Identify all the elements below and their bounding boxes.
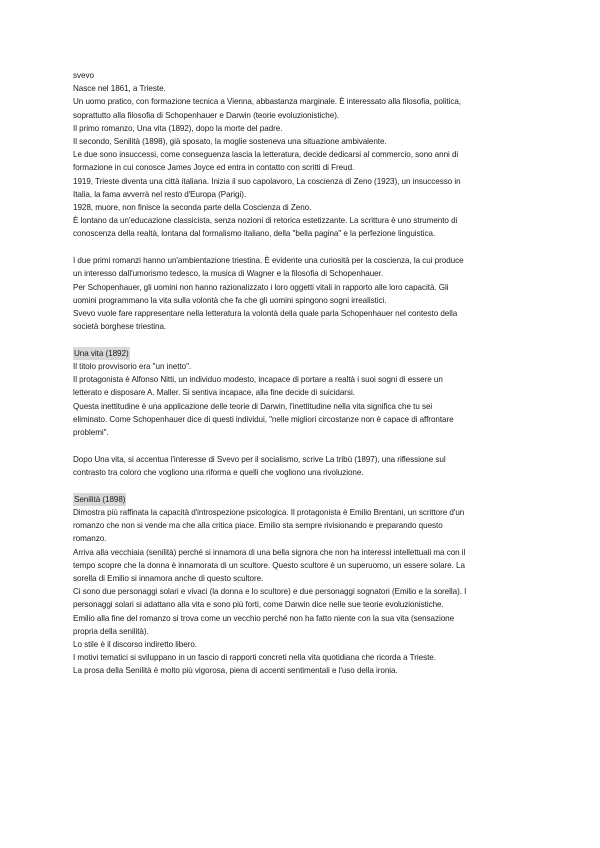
text-line: Svevo vuole fare rappresentare nella letteratura la volontà della quale parla Schopenhauer nel contesto della [73, 308, 458, 318]
spacer [73, 333, 540, 347]
text-line: Dopo Una vita, si accentua l'interesse di Svevo per il socialismo, scrive La tribù (1897), una riflessione sul [73, 454, 446, 464]
text-line: Nasce nel 1861, a Trieste. [73, 84, 166, 94]
themes-section [73, 254, 540, 333]
paragraph [73, 506, 540, 546]
senilita-section [73, 506, 540, 678]
paragraph [73, 148, 540, 174]
text-line: romanzo. [73, 534, 107, 544]
paragraph [73, 651, 540, 664]
text-line: propria della senilità). [73, 626, 149, 636]
after-una-vita-section [73, 453, 540, 479]
paragraph [73, 638, 540, 651]
author-heading: svevo [73, 71, 94, 80]
paragraph [73, 453, 540, 479]
text-line: Dimostra più raffinata la capacità d'introspezione psicologica. Il protagonista è Emilio Brentani, un scrittore d'un [73, 507, 465, 517]
paragraph [73, 373, 540, 399]
paragraph [73, 360, 540, 373]
text-line: sorella di Emilio si innamora anche di questo scultore. [73, 573, 264, 583]
text-line: Arriva alla vecchiaia (senilità) perché si innamora di una bella signora che non ha interessi intellettuali ma con il [73, 547, 466, 557]
text-line: Le due sono insuccessi, come conseguenza lascia la letteratura, decide dedicarsi al commercio, sono anni di [73, 150, 459, 160]
paragraph [73, 612, 540, 638]
paragraph [73, 95, 540, 121]
text-line: contrasto tra coloro che vogliono una riforma e quelli che vogliono una rivoluzione. [73, 467, 364, 477]
text-line: I motivi tematici si sviluppano in un fascio di rapporti concreti nella vita quotidiana che ricorda a Trieste. [73, 653, 436, 663]
paragraph [73, 175, 540, 201]
text-line: eliminato. Come Schopenhauer dice di questi individui, "nelle migliori circostanze non è capace di affrontare [73, 414, 454, 424]
paragraph [73, 82, 540, 95]
text-line: Il protagonista è Alfonso Nitti, un individuo modesto, incapace di portare a realtà i suoi sogni di essere un [73, 375, 443, 385]
paragraph [73, 254, 540, 280]
text-line: Emilio alla fine del romanzo si trova come un vecchio perché non ha fatto niente con la sua vita (sensazione [73, 613, 455, 623]
paragraph [73, 585, 540, 611]
text-line: Il secondo, Senilità (1898), già sposato, la moglie sosteneva una situazione ambivalente. [73, 137, 387, 147]
text-line: Italia, la fama avverrà nel resto d'Europa (Parigi). [73, 189, 247, 199]
text-line: un interesso dall'umorismo tedesco, la musica di Wagner e la filosofia di Schopenhauer. [73, 269, 384, 279]
text-line: uomini programmano la vita sulla volontà che fa che gli uomini spingono sogni irrealistici. [73, 295, 387, 305]
text-line: romanzo che non si vende ma che alla critica piace. Emilio sta sempre rivisionando e preparando questo [73, 521, 443, 531]
paragraph [73, 546, 540, 586]
text-line: letterato e disposare A. Maller. Si sentiva incapace, alla fine decide di suicidarsi. [73, 388, 355, 398]
text-line: 1919, Trieste diventa una città italiana. Inizia il suo capolavoro, La coscienza di Zeno (1923), un insuccesso in [73, 176, 461, 186]
spacer [73, 439, 540, 453]
text-line: Il primo romanzo, Una vita (1892), dopo la morte del padre. [73, 123, 283, 133]
paragraph [73, 307, 540, 333]
text-line: Il titolo provvisorio era "un inetto". [73, 362, 192, 372]
text-line: È lontano da un'educazione classicista, senza nozioni di retorica estetizzante. La scrittura è uno strumento di [73, 216, 458, 226]
text-line: Questa inettitudine è una applicazione delle teorie di Darwin, l'inettitudine nella vita significa che tu sei [73, 401, 433, 411]
paragraph [73, 400, 540, 440]
paragraph [73, 281, 540, 307]
text-line: problemi". [73, 428, 109, 438]
text-line: 1928, muore, non finisce la seconda parte della Coscienza di Zeno. [73, 203, 312, 213]
text-line: Per Schopenhauer, gli uomini non hanno razionalizzato i loro oggetti vitali in rapporto alle loro capacità. Gli [73, 282, 449, 292]
text-line: formazione in cui conosce James Joyce ed entra in contatto con scritti di Freud. [73, 163, 355, 173]
paragraph [73, 201, 540, 214]
paragraph [73, 135, 540, 148]
text-line: La prosa della Senilità è molto più vigorosa, piena di accenti sentimentali e l'uso della ironia. [73, 666, 398, 676]
spacer [73, 479, 540, 493]
intro-section [73, 82, 540, 240]
text-line: conoscenza della realtà, lontana dal formalismo italiano, della "bella pagina" e la perfezione linguistica. [73, 229, 436, 239]
spacer [73, 241, 540, 255]
text-line: Un uomo pratico, con formazione tecnica a Vienna, abbastanza marginale. È interessato alla filosofia, politica, [73, 97, 461, 107]
text-line: Lo stile è il discorso indiretto libero. [73, 639, 197, 649]
paragraph [73, 664, 540, 677]
text-line: personaggi solari si adattano alla vita e sono più forti, come Darwin dice nelle sue teorie evoluzionistiche. [73, 600, 444, 610]
text-line: soprattutto alla filosofia di Schopenhauer e Darwin (teorie evoluzionistiche). [73, 110, 340, 120]
una-vita-title: Una vita (1892) [73, 347, 130, 360]
text-line: Ci sono due personaggi solari e vivaci (la donna e lo scultore) e due personaggi sognatori (Emilio e la sorella). I [73, 587, 467, 597]
paragraph [73, 122, 540, 135]
text-line: società borghese triestina. [73, 322, 167, 332]
una-vita-section [73, 360, 540, 439]
text-line: I due primi romanzi hanno un'ambientazione triestina. È evidente una curiosità per la coscienza, la cui produce [73, 256, 464, 266]
paragraph [73, 214, 540, 240]
text-line: tempo scopre che la donna è innamorata di un scultore. Questo scultore è un superuomo, un essere solare. La [73, 560, 465, 570]
senilita-title: Senilità (1898) [73, 493, 126, 506]
